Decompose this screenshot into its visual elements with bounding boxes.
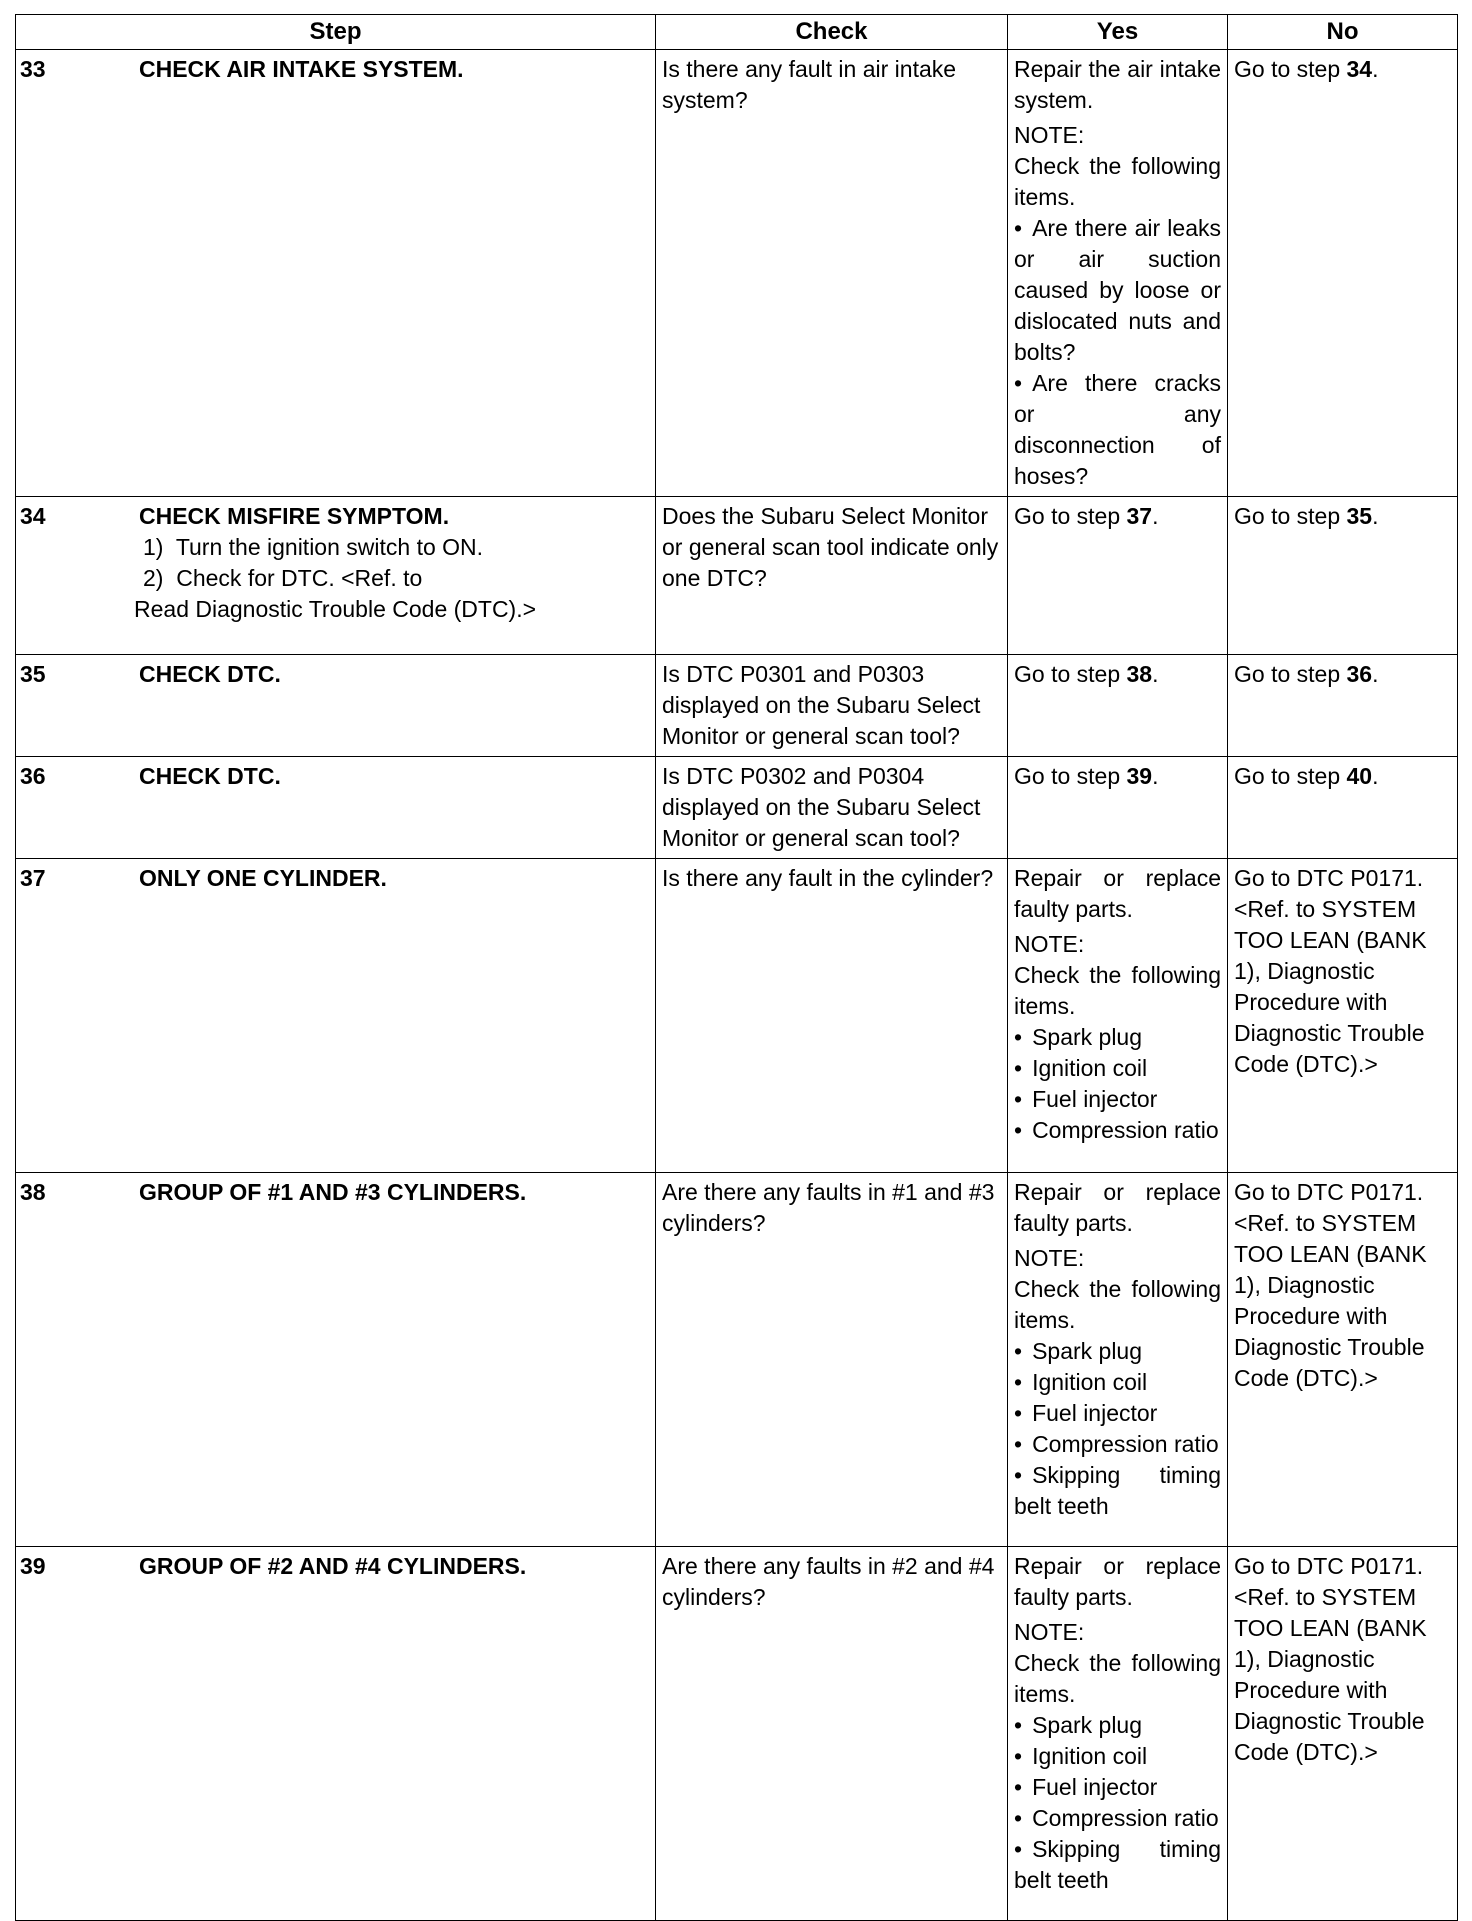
header-yes: Yes <box>1008 15 1228 50</box>
goto-step: Go to step 35. <box>1234 503 1379 529</box>
note-intro: Check the following items. <box>1014 1650 1221 1707</box>
note-bullet: • Compression ratio <box>1014 1115 1221 1146</box>
note-bullet: • Spark plug <box>1014 1022 1221 1053</box>
substep: 2) Check for DTC. <Ref. to <box>143 565 423 591</box>
no-cell <box>1228 655 1458 757</box>
no-cell <box>1228 497 1458 655</box>
step-title: CHECK DTC. <box>139 661 281 687</box>
step-number: 34 <box>20 503 46 529</box>
yes-text: Repair or replace faulty parts. <box>1014 865 1221 922</box>
table-row <box>16 757 1458 859</box>
check-cell: Is there any fault in air intake system? <box>656 50 1008 497</box>
goto-step: Go to step 34. <box>1234 56 1379 82</box>
note-bullet: • Fuel injector <box>1014 1084 1221 1115</box>
check-cell: Does the Subaru Select Monitor or general scan tool indicate only one DTC? <box>656 497 1008 655</box>
step-cell <box>16 859 656 1173</box>
check-cell: Are there any faults in #1 and #3 cylinders? <box>656 1173 1008 1547</box>
yes-cell <box>1008 1547 1228 1921</box>
note-bullet: • Compression ratio <box>1014 1803 1221 1834</box>
header-no: No <box>1228 15 1458 50</box>
step-title: GROUP OF #1 AND #3 CYLINDERS. <box>139 1179 527 1205</box>
check-cell: Is DTC P0302 and P0304 displayed on the Subaru Select Monitor or general scan tool? <box>656 757 1008 859</box>
note-bullet: • Ignition coil <box>1014 1053 1221 1084</box>
note-bullet: • Skipping timing belt teeth <box>1014 1460 1221 1522</box>
table-row <box>16 50 1458 497</box>
step-cell <box>16 50 656 497</box>
goto-step: Go to step 37. <box>1014 503 1159 529</box>
table-row <box>16 655 1458 757</box>
step-cell <box>16 1547 656 1921</box>
step-title: CHECK AIR INTAKE SYSTEM. <box>139 56 464 82</box>
header-step: Step <box>16 15 656 50</box>
step-number: 38 <box>20 1179 46 1205</box>
check-cell: Is there any fault in the cylinder? <box>656 859 1008 1173</box>
note-bullet: • Skipping timing belt teeth <box>1014 1834 1221 1896</box>
note-label: NOTE: <box>1014 931 1085 957</box>
step-number: 36 <box>20 763 46 789</box>
yes-text: Repair or replace faulty parts. <box>1014 1179 1221 1236</box>
step-number: 39 <box>20 1553 46 1579</box>
note-label: NOTE: <box>1014 1245 1085 1271</box>
goto-step: Go to step 38. <box>1014 661 1159 687</box>
header-row <box>16 15 1458 50</box>
step-number: 33 <box>20 56 46 82</box>
note-bullet: • Fuel injector <box>1014 1398 1221 1429</box>
yes-cell <box>1008 1173 1228 1547</box>
step-cell <box>16 757 656 859</box>
header-check: Check <box>656 15 1008 50</box>
no-cell <box>1228 50 1458 497</box>
procedure-page <box>15 14 1457 1921</box>
no-cell: Go to DTC P0171. <Ref. to SYSTEM TOO LEAN (BANK 1), Diagnostic Procedure with Diagnostic Trouble Code (DTC).> <box>1228 1547 1458 1921</box>
note-bullet: • Compression ratio <box>1014 1429 1221 1460</box>
note-bullet: • Fuel injector <box>1014 1772 1221 1803</box>
check-cell: Is DTC P0301 and P0303 displayed on the Subaru Select Monitor or general scan tool? <box>656 655 1008 757</box>
step-cell <box>16 655 656 757</box>
goto-step: Go to step 40. <box>1234 763 1379 789</box>
note-bullet: • Ignition coil <box>1014 1741 1221 1772</box>
yes-cell <box>1008 50 1228 497</box>
note-label: NOTE: <box>1014 1619 1085 1645</box>
note-bullet: • Spark plug <box>1014 1710 1221 1741</box>
yes-cell <box>1008 655 1228 757</box>
yes-cell <box>1008 859 1228 1173</box>
note-label: NOTE: <box>1014 122 1085 148</box>
diagnostic-table <box>15 14 1458 1921</box>
note-intro: Check the following items. <box>1014 153 1221 210</box>
note-bullet: • Ignition coil <box>1014 1367 1221 1398</box>
check-cell: Are there any faults in #2 and #4 cylinders? <box>656 1547 1008 1921</box>
step-title: CHECK MISFIRE SYMPTOM. <box>139 503 450 529</box>
yes-text: Repair or replace faulty parts. <box>1014 1553 1221 1610</box>
note-bullet: • Spark plug <box>1014 1336 1221 1367</box>
step-title: GROUP OF #2 AND #4 CYLINDERS. <box>139 1553 527 1579</box>
note-bullet: • Are there air leaks or air suction caused by loose or dislocated nuts and bolts? <box>1014 213 1221 368</box>
table-row <box>16 859 1458 1173</box>
substep: 1) Turn the ignition switch to ON. <box>143 534 484 560</box>
step-number: 35 <box>20 661 46 687</box>
yes-text: Repair the air intake system. <box>1014 56 1221 113</box>
note-bullet: • Are there cracks or any disconnection of hoses? <box>1014 368 1221 492</box>
substep-continuation: Read Diagnostic Trouble Code (DTC).> <box>134 596 537 622</box>
no-cell: Go to DTC P0171. <Ref. to SYSTEM TOO LEAN (BANK 1), Diagnostic Procedure with Diagnostic Trouble Code (DTC).> <box>1228 1173 1458 1547</box>
step-number: 37 <box>20 865 46 891</box>
note-intro: Check the following items. <box>1014 1276 1221 1333</box>
step-title: ONLY ONE CYLINDER. <box>139 865 387 891</box>
no-cell: Go to DTC P0171. <Ref. to SYSTEM TOO LEAN (BANK 1), Diagnostic Procedure with Diagnostic Trouble Code (DTC).> <box>1228 859 1458 1173</box>
table-row <box>16 1173 1458 1547</box>
step-cell <box>16 497 656 655</box>
yes-cell <box>1008 757 1228 859</box>
note-intro: Check the following items. <box>1014 962 1221 1019</box>
table-row <box>16 497 1458 655</box>
goto-step: Go to step 39. <box>1014 763 1159 789</box>
step-cell <box>16 1173 656 1547</box>
yes-cell <box>1008 497 1228 655</box>
no-cell <box>1228 757 1458 859</box>
step-title: CHECK DTC. <box>139 763 281 789</box>
table-row <box>16 1547 1458 1921</box>
goto-step: Go to step 36. <box>1234 661 1379 687</box>
